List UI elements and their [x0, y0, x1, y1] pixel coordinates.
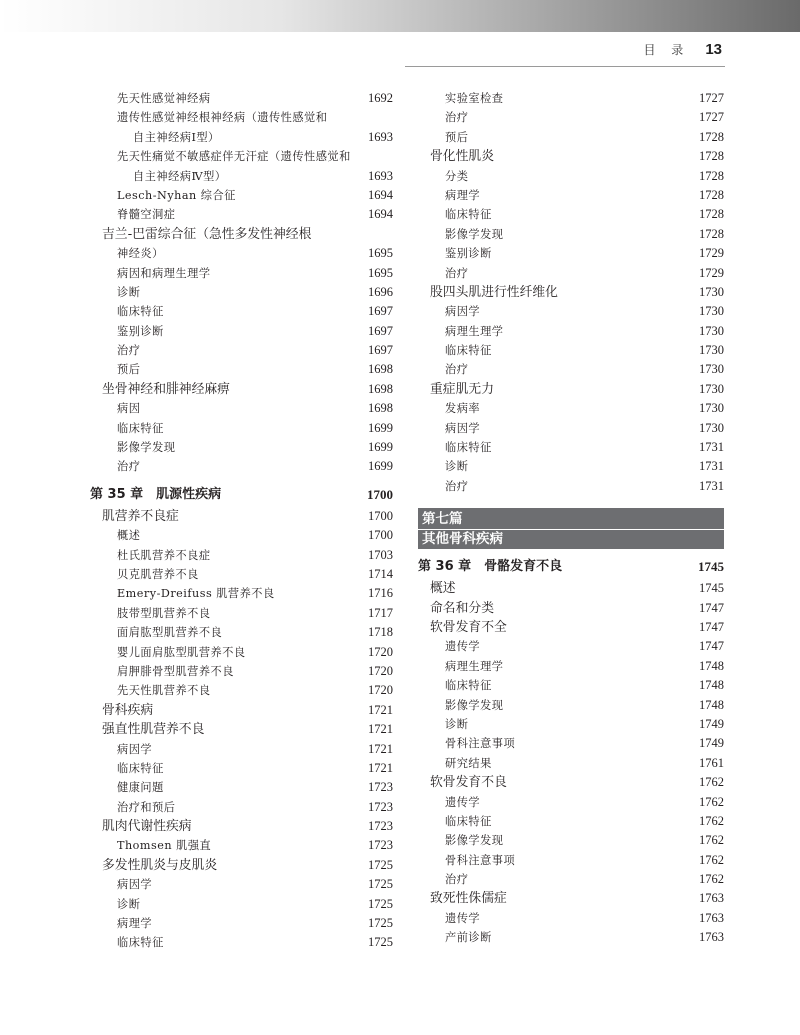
toc-entry-page: 1730 — [699, 362, 724, 377]
toc-entry-title: 健康问题 — [117, 781, 164, 795]
header-title: 目 录 — [643, 42, 690, 57]
toc-entry-title: 重症肌无力 — [430, 381, 494, 397]
toc-entry-page: 1695 — [368, 265, 393, 280]
toc-entry-title: 临床特征 — [117, 305, 164, 319]
toc-entry-title: 股四头肌进行性纤维化 — [430, 284, 558, 300]
toc-entry-title: 诊断 — [445, 460, 469, 474]
toc-entry-title: 强直性肌营养不良 — [102, 722, 205, 738]
toc-entry[interactable] — [90, 225, 393, 244]
toc-entry-page: 1700 — [368, 508, 393, 523]
toc-entry[interactable] — [418, 754, 724, 773]
toc-entry-title: 肌营养不良症 — [102, 508, 179, 524]
toc-entry-title: 命名和分类 — [430, 600, 494, 616]
toc-entry[interactable] — [90, 584, 393, 603]
toc-entry[interactable] — [418, 322, 724, 341]
toc-entry-title: 先天性痛觉不敏感症伴无汗症（遗传性感觉和 — [117, 150, 351, 164]
toc-entry-page: 1718 — [368, 625, 393, 640]
toc-entry-page: 1762 — [699, 794, 724, 809]
page-number: 13 — [705, 40, 722, 58]
chapter-heading[interactable] — [90, 483, 393, 507]
toc-entry-title: 临床特征 — [445, 679, 492, 693]
part-number: 第七篇 — [422, 511, 463, 528]
toc-entry-page: 1748 — [699, 697, 724, 712]
toc-entry-page: 1729 — [699, 246, 724, 261]
toc-entry[interactable] — [418, 618, 724, 637]
toc-entry-page: 1721 — [368, 760, 393, 775]
toc-entry[interactable] — [90, 895, 393, 914]
toc-entry[interactable] — [90, 565, 393, 584]
toc-entry[interactable] — [90, 283, 393, 302]
toc-entry-page: 1694 — [368, 207, 393, 222]
toc-entry[interactable] — [418, 657, 724, 676]
toc-entry[interactable] — [90, 856, 393, 875]
toc-entry-title: 遗传性感觉神经根神经病（遗传性感觉和 — [117, 111, 328, 125]
toc-entry-title: 治疗 — [117, 460, 141, 474]
toc-entry[interactable] — [418, 676, 724, 695]
toc-entry-page: 1693 — [368, 168, 393, 183]
toc-entry-page: 1697 — [368, 323, 393, 338]
toc-entry[interactable] — [90, 817, 393, 836]
toc-entry-title: 治疗 — [117, 344, 141, 358]
toc-entry-title: 诊断 — [445, 717, 469, 731]
toc-entry-page: 1700 — [368, 528, 393, 543]
toc-entry[interactable] — [90, 701, 393, 720]
toc-entry[interactable] — [90, 720, 393, 739]
toc-entry[interactable] — [418, 89, 724, 108]
toc-entry[interactable] — [418, 341, 724, 360]
toc-entry-title: 预后 — [117, 363, 141, 377]
toc-entry-page: 1723 — [368, 838, 393, 853]
toc-entry-page: 1763 — [699, 891, 724, 906]
toc-entry-page: 1717 — [368, 605, 393, 620]
toc-entry-title: 病理学 — [445, 188, 481, 202]
toc-entry-title: 面肩肱型肌营养不良 — [117, 626, 223, 640]
toc-entry[interactable] — [90, 875, 393, 894]
toc-entry[interactable] — [90, 914, 393, 933]
toc-entry[interactable] — [418, 870, 724, 889]
toc-entry-page: 1762 — [699, 775, 724, 790]
toc-entry-page: 1697 — [368, 304, 393, 319]
toc-entry-title: 遗传学 — [445, 795, 481, 809]
toc-entry-page: 1720 — [368, 663, 393, 678]
toc-entry[interactable] — [418, 419, 724, 438]
toc-entry-title: 临床特征 — [445, 208, 492, 222]
toc-entry-page: 1730 — [699, 284, 724, 299]
toc-entry-title: 贝克肌营养不良 — [117, 567, 199, 581]
toc-entry[interactable] — [90, 546, 393, 565]
toc-entry-page: 1763 — [699, 930, 724, 945]
toc-entry-title: 治疗 — [445, 363, 469, 377]
toc-entry-title: 婴儿面肩肱型肌营养不良 — [117, 645, 246, 659]
toc-entry[interactable] — [418, 457, 724, 476]
toc-entry-title: 治疗 — [445, 479, 469, 493]
toc-entry-page: 1700 — [367, 486, 393, 502]
toc-entry-page: 1692 — [368, 91, 393, 105]
toc-entry-page: 1762 — [699, 852, 724, 867]
toc-entry-page: 1725 — [368, 916, 393, 931]
toc-entry[interactable] — [418, 186, 724, 205]
toc-entry-title: 诊断 — [117, 897, 141, 911]
toc-entry-title: 病因学 — [117, 878, 153, 892]
toc-entry[interactable] — [90, 740, 393, 759]
toc-entry-title: 杜氏肌营养不良症 — [117, 548, 211, 562]
toc-entry[interactable] — [90, 322, 393, 341]
toc-entry-page: 1728 — [699, 187, 724, 202]
header-rule — [405, 66, 725, 67]
toc-entry[interactable] — [90, 604, 393, 623]
toc-entry[interactable] — [90, 759, 393, 778]
toc-entry-page: 1725 — [368, 877, 393, 892]
toc-entry-page: 1699 — [368, 459, 393, 474]
toc-entry[interactable] — [90, 302, 393, 321]
toc-entry-page: 1728 — [699, 207, 724, 222]
toc-entry-title: 概述 — [117, 529, 141, 543]
toc-entry[interactable] — [418, 851, 724, 870]
toc-entry[interactable] — [418, 128, 724, 147]
toc-entry-title: 骨化性肌炎 — [430, 149, 494, 165]
toc-entry-title: 骨科疾病 — [102, 702, 154, 718]
toc-entry-page: 1730 — [699, 323, 724, 338]
toc-entry-title: 第 36 章 骨骼发育不良 — [418, 559, 563, 575]
toc-entry-page: 1729 — [699, 265, 724, 280]
part-heading — [418, 508, 724, 549]
toc-entry-page: 1698 — [368, 362, 393, 377]
toc-entry[interactable] — [418, 205, 724, 224]
toc-entry-page: 1725 — [368, 935, 393, 950]
toc-entry[interactable] — [90, 341, 393, 360]
toc-entry[interactable] — [90, 662, 393, 681]
toc-entry-title: 研究结果 — [445, 756, 492, 770]
toc-entry[interactable] — [90, 244, 393, 263]
toc-entry-title: 临床特征 — [445, 814, 492, 828]
toc-entry-title: 治疗 — [445, 111, 469, 125]
toc-entry-title: 病因学 — [445, 421, 481, 435]
toc-entry-title: 发病率 — [445, 402, 481, 416]
toc-entry[interactable] — [90, 798, 393, 817]
toc-entry-title: 肌肉代谢性疾病 — [102, 819, 192, 835]
toc-entry[interactable] — [418, 225, 724, 244]
toc-entry[interactable] — [418, 438, 724, 457]
toc-entry-page: 1730 — [699, 304, 724, 319]
toc-entry-title: Emery-Dreifuss 肌营养不良 — [117, 587, 275, 601]
toc-entry-page: 1720 — [368, 683, 393, 698]
toc-entry-page: 1699 — [368, 420, 393, 435]
toc-left-column — [90, 89, 393, 953]
toc-entry[interactable] — [418, 889, 724, 908]
toc-entry-title: 神经炎） — [117, 247, 164, 261]
toc-entry-title: 自主神经病Ⅳ型） — [133, 169, 227, 183]
toc-entry-title: 鉴别诊断 — [117, 324, 164, 338]
toc-right-bottom — [418, 555, 724, 947]
toc-entry-page: 1693 — [368, 129, 393, 144]
toc-entry-page: 1727 — [699, 110, 724, 125]
toc-entry[interactable] — [418, 302, 724, 321]
toc-entry-title: 第 35 章 肌源性疾病 — [90, 486, 222, 502]
toc-entry-page: 1763 — [699, 910, 724, 925]
toc-entry-title: 分类 — [445, 169, 469, 183]
toc-entry-page: 1731 — [699, 478, 724, 493]
toc-entry[interactable] — [90, 681, 393, 700]
toc-entry-title: 病因学 — [117, 742, 153, 756]
toc-entry-title: 产前诊断 — [445, 931, 492, 945]
toc-entry-title: 病因 — [117, 402, 141, 416]
toc-entry[interactable] — [90, 526, 393, 545]
toc-entry-title: 骨科注意事项 — [445, 853, 516, 867]
toc-entry-title: 鉴别诊断 — [445, 247, 492, 261]
toc-entry-title: 临床特征 — [117, 761, 164, 775]
toc-entry-page: 1698 — [368, 381, 393, 396]
toc-entry-page: 1699 — [368, 440, 393, 455]
toc-entry-title: 治疗 — [445, 873, 469, 887]
toc-entry-title: 诊断 — [117, 285, 141, 299]
toc-entry-page: 1745 — [698, 559, 724, 575]
toc-entry-page: 1745 — [699, 581, 724, 596]
toc-entry-page: 1721 — [368, 702, 393, 717]
toc-entry-page: 1731 — [699, 440, 724, 455]
toc-entry-page: 1723 — [368, 780, 393, 795]
toc-entry[interactable] — [418, 599, 724, 618]
toc-entry-page: 1747 — [699, 619, 724, 634]
toc-entry[interactable] — [90, 643, 393, 662]
toc-entry-title: 病理学 — [117, 917, 153, 931]
toc-entry-page: 1720 — [368, 644, 393, 659]
toc-entry[interactable] — [418, 928, 724, 947]
toc-entry-page: 1696 — [368, 284, 393, 299]
toc-entry-title: 预后 — [445, 130, 469, 144]
toc-entry-page: 1723 — [368, 819, 393, 834]
toc-entry-title: 影像学发现 — [117, 441, 176, 455]
toc-entry-page: 1762 — [699, 833, 724, 848]
toc-entry[interactable] — [418, 793, 724, 812]
toc-entry[interactable] — [90, 419, 393, 438]
toc-entry[interactable] — [90, 186, 393, 205]
toc-entry-page: 1698 — [368, 401, 393, 416]
toc-entry-page: 1728 — [699, 129, 724, 144]
toc-right-top — [418, 89, 724, 496]
toc-entry-page: 1695 — [368, 246, 393, 261]
toc-entry-page: 1730 — [699, 401, 724, 416]
toc-entry-title: 遗传学 — [445, 640, 481, 654]
toc-entry-title: 治疗 — [445, 266, 469, 280]
toc-entry[interactable] — [418, 360, 724, 379]
toc-entry-title: 影像学发现 — [445, 834, 504, 848]
toc-entry-title: 自主神经病Ⅰ型） — [133, 130, 220, 144]
toc-entry-title: 多发性肌炎与皮肌炎 — [102, 857, 218, 873]
toc-entry-title: 软骨发育不良 — [430, 775, 507, 791]
toc-entry[interactable] — [418, 244, 724, 263]
toc-entry-title: 先天性肌营养不良 — [117, 684, 211, 698]
toc-entry-page: 1697 — [368, 343, 393, 358]
toc-entry[interactable] — [418, 108, 724, 127]
toc-entry[interactable] — [90, 264, 393, 283]
toc-entry-page: 1721 — [368, 741, 393, 756]
toc-entry-page: 1747 — [699, 600, 724, 615]
toc-entry[interactable] — [90, 399, 393, 418]
toc-entry-title: 致死性侏儒症 — [430, 891, 507, 907]
toc-entry-title: Thomsen 肌强直 — [117, 839, 212, 853]
toc-entry[interactable] — [418, 696, 724, 715]
toc-entry[interactable] — [418, 734, 724, 753]
toc-entry-page: 1723 — [368, 799, 393, 814]
toc-entry[interactable] — [418, 167, 724, 186]
toc-entry[interactable] — [418, 579, 724, 598]
toc-entry-page: 1730 — [699, 343, 724, 358]
toc-entry[interactable] — [418, 715, 724, 734]
toc-entry[interactable] — [90, 108, 393, 127]
toc-entry-title: 临床特征 — [117, 421, 164, 435]
toc-entry-page: 1730 — [699, 420, 724, 435]
toc-entry-title: 软骨发育不全 — [430, 619, 507, 635]
toc-entry[interactable] — [90, 507, 393, 526]
toc-entry[interactable] — [418, 264, 724, 283]
toc-entry-page: 1725 — [368, 896, 393, 911]
toc-entry-page: 1749 — [699, 736, 724, 751]
toc-entry-title: 病因学 — [445, 305, 481, 319]
toc-entry[interactable] — [90, 205, 393, 224]
toc-entry-title: 影像学发现 — [445, 227, 504, 241]
toc-entry[interactable] — [418, 812, 724, 831]
toc-entry-page: 1748 — [699, 678, 724, 693]
toc-entry[interactable] — [90, 128, 393, 147]
toc-entry-page: 1714 — [368, 566, 393, 581]
toc-entry[interactable] — [418, 147, 724, 166]
toc-entry-title: 吉兰-巴雷综合征（急性多发性神经根 — [102, 226, 312, 242]
chapter-heading[interactable] — [418, 555, 724, 579]
toc-entry-page: 1728 — [699, 149, 724, 164]
toc-entry-page: 1747 — [699, 639, 724, 654]
toc-entry[interactable] — [418, 909, 724, 928]
toc-entry-title: 临床特征 — [117, 936, 164, 950]
toc-entry[interactable] — [418, 637, 724, 656]
part-title: 其他骨科疾病 — [422, 531, 503, 548]
toc-entry[interactable] — [90, 438, 393, 457]
header-gradient-bar — [0, 0, 800, 32]
toc-entry-page: 1727 — [699, 91, 724, 105]
toc-entry-title: 遗传学 — [445, 911, 481, 925]
toc-entry-title: 临床特征 — [445, 344, 492, 358]
toc-entry-page: 1762 — [699, 813, 724, 828]
toc-entry[interactable] — [90, 89, 393, 108]
toc-entry-page: 1728 — [699, 226, 724, 241]
toc-entry[interactable] — [90, 623, 393, 642]
toc-entry[interactable] — [90, 147, 393, 166]
toc-entry-title: Lesch-Nyhan 综合征 — [117, 188, 236, 202]
toc-entry-title: 病理生理学 — [445, 659, 504, 673]
toc-entry[interactable] — [90, 360, 393, 379]
toc-entry[interactable] — [90, 933, 393, 952]
toc-entry-page: 1728 — [699, 168, 724, 183]
toc-entry[interactable] — [418, 477, 724, 496]
toc-entry-page: 1716 — [368, 586, 393, 601]
toc-entry-title: 坐骨神经和腓神经麻痹 — [102, 381, 230, 397]
toc-entry-title: 实验室检查 — [445, 92, 504, 105]
toc-entry-page: 1694 — [368, 187, 393, 202]
running-header — [643, 38, 722, 60]
toc-right-column — [418, 89, 724, 948]
toc-entry[interactable] — [418, 380, 724, 399]
toc-entry[interactable] — [418, 831, 724, 850]
toc-entry-title: 概述 — [430, 581, 456, 597]
toc-entry-page: 1762 — [699, 872, 724, 887]
toc-entry-title: 治疗和预后 — [117, 800, 176, 814]
toc-entry[interactable] — [90, 380, 393, 399]
toc-entry-page: 1703 — [368, 547, 393, 562]
toc-entry-page: 1731 — [699, 459, 724, 474]
toc-entry-title: 肢带型肌营养不良 — [117, 606, 211, 620]
toc-entry[interactable] — [90, 457, 393, 476]
toc-entry[interactable] — [90, 778, 393, 797]
toc-entry[interactable] — [418, 399, 724, 418]
toc-entry[interactable] — [90, 167, 393, 186]
toc-entry-page: 1721 — [368, 722, 393, 737]
toc-entry-title: 临床特征 — [445, 441, 492, 455]
toc-entry-title: 病理生理学 — [445, 324, 504, 338]
toc-entry-title: 先天性感觉神经病 — [117, 92, 211, 105]
toc-entry[interactable] — [418, 773, 724, 792]
toc-entry-page: 1730 — [699, 381, 724, 396]
toc-entry-page: 1748 — [699, 658, 724, 673]
toc-entry-title: 影像学发现 — [445, 698, 504, 712]
toc-entry[interactable] — [418, 283, 724, 302]
toc-entry-page: 1749 — [699, 716, 724, 731]
toc-entry-title: 病因和病理生理学 — [117, 266, 211, 280]
toc-entry-title: 肩胛腓骨型肌营养不良 — [117, 664, 234, 678]
toc-entry-page: 1725 — [368, 857, 393, 872]
toc-entry[interactable] — [90, 836, 393, 855]
toc-entry-title: 骨科注意事项 — [445, 737, 516, 751]
toc-entry-page: 1761 — [699, 755, 724, 770]
toc-entry-title: 脊髓空洞症 — [117, 208, 176, 222]
